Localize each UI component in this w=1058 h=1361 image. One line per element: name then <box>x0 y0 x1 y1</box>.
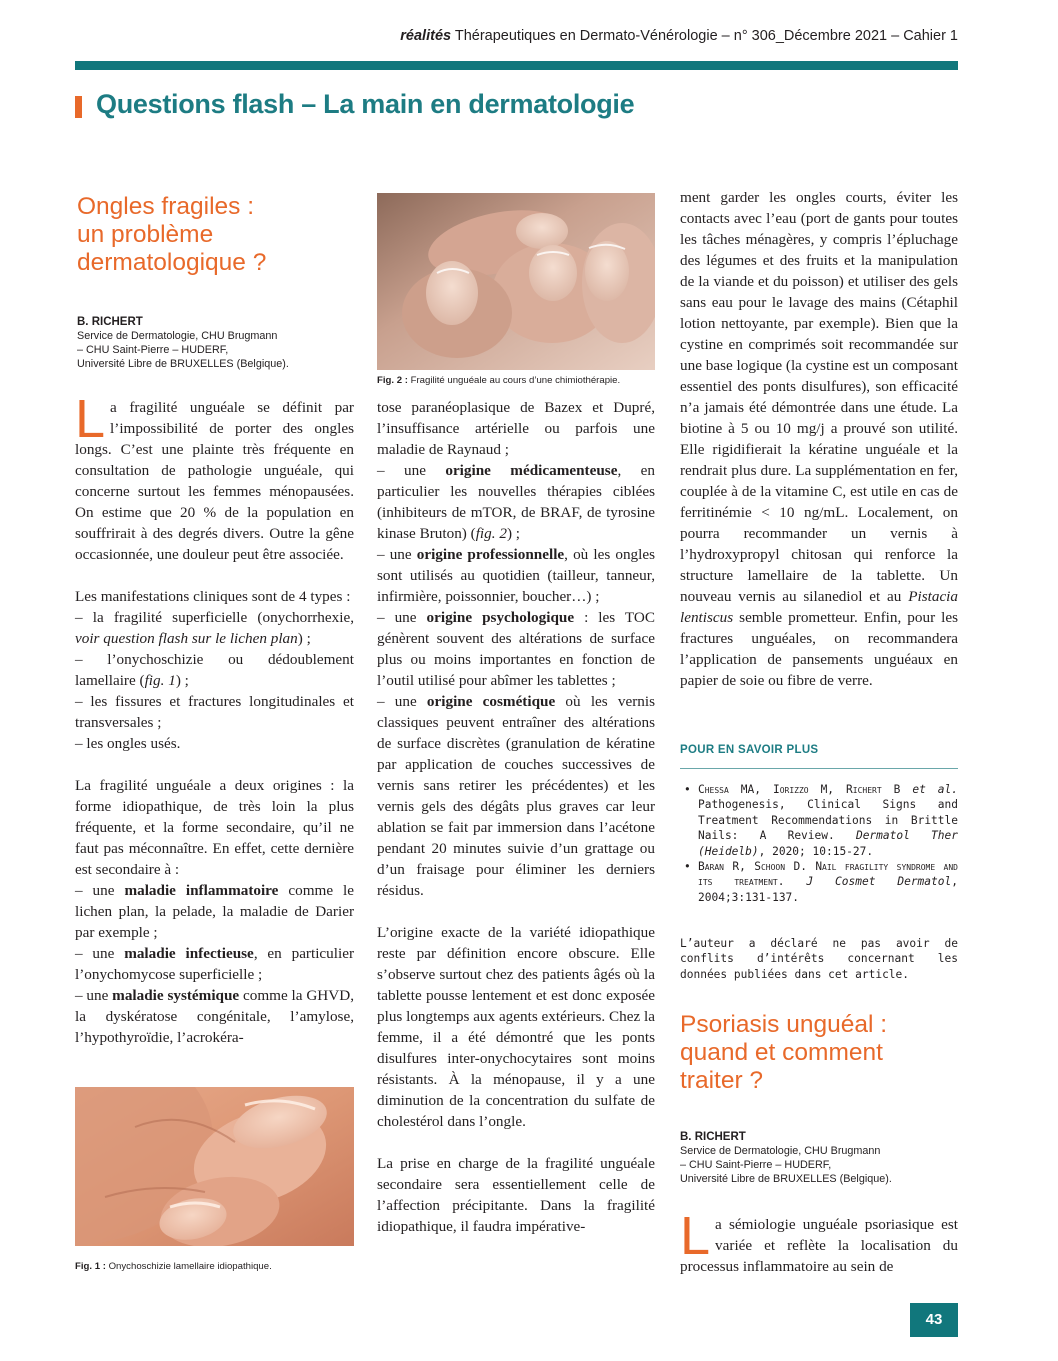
affiliation: Université Libre de BRUXELLES (Belgique). <box>77 358 289 370</box>
affiliation: – CHU Saint-Pierre – HUDERF, <box>680 1159 832 1171</box>
paragraph: ment garder les ongles courts, éviter les contacts avec l’eau (port de gants pour toutes les tâches ménagères, y compris l’épluchage des légumes et des fruits et la manipulation de la viande et du poisson) et utiliser des gels sans eau pour le lavage des mains (Cétaphil lotion nettoyante, par exemple). Bien que la cystine en comprimés soit recommandée sur une base logique (la cystine est un composant essentiel des ponts disulfures), son efficacité n’a jamais été démontrée dans une étude. La biotine à 5 ou 10 mg/j a prouvé son utilité. Elle rigidifierait la kératine unguéale et la rendrait plus dure. La supplémentation en fer, couplée à de la vitamine C, est utile en cas de ferritinémie < 10 ng/mL. Localement, on pourra recommander un vernis à l’hydroxypropyl chitosan qui renforce la structure lamellaire de la tablette. Un nouveau vernis au silanediol et au Pistacia lentiscus semble prometteur. Enfin, pour les fractures unguéales, on recommandera l’application de pansements unguéaux en papier de soie ou fibre de verre. <box>680 189 958 689</box>
list-item: – les ongles usés. <box>75 735 181 752</box>
figure-1-image <box>75 1087 354 1246</box>
list-item: – une origine psychologique : les TOC génèrent souvent des altérations de surface plus ou moins importantes en fonction de l’outil utilisé pour abîmer les tablettes ; <box>377 609 655 689</box>
affiliation: Service de Dermatologie, CHU Brugmann <box>680 1145 881 1157</box>
page-number: 43 <box>910 1303 958 1337</box>
reference-list <box>682 782 958 905</box>
issue-info: Thérapeutiques en Dermato-Vénérologie – n° 306_Décembre 2021 – Cahier 1 <box>454 28 958 44</box>
journal-name: réalités <box>400 28 452 44</box>
running-header <box>0 28 958 44</box>
affiliation: Service de Dermatologie, CHU Brugmann <box>77 330 278 342</box>
list-item: – une origine cosmétique où les vernis classiques peuvent entraîner des altérations de surface discrètes (granulation de kératine par application de couches successives de vernis sans retirer les précédentes) et les vernis gels des dégâts plus graves car leur ablation se fait par immersion dans l’acétone pendant 20 minutes suivie d’un grattage ou d’un fraisage pour éliminer les derniers résidus. <box>377 693 655 899</box>
further-reading-heading: POUR EN SAVOIR PLUS <box>680 744 819 756</box>
paragraph <box>680 1206 958 1277</box>
further-reading-rule <box>680 768 958 769</box>
list-item: – une maladie infectieuse, en particulier l’onychomycose superficielle ; <box>75 945 354 983</box>
paragraph: La prise en charge de la fragilité unguéale secondaire sera essentiellement celle de l’affection précipitante. Dans la fragilité idiopathique, il faudra impérative- <box>377 1155 655 1235</box>
page-title: Questions flash – La main en dermatologie <box>96 89 635 119</box>
paragraph: Les manifestations cliniques sont de 4 types : <box>75 588 351 605</box>
list-item: – les fissures et fractures longitudinales et transversales ; <box>75 693 354 731</box>
paragraph <box>75 389 354 565</box>
drop-cap: L <box>75 389 106 449</box>
column-2 <box>377 397 655 1237</box>
article1-author-block <box>77 315 357 371</box>
header-rule <box>75 61 958 70</box>
drop-cap: L <box>680 1206 711 1266</box>
article2-author-block <box>680 1130 958 1186</box>
article1-title-line: un problème <box>77 221 214 248</box>
reference-item: • Baran R, Schoon D. Nail fragility syndrome and its treatment. J Cosmet Dermatol, 2004;3:131-137. <box>682 859 958 905</box>
paragraph-text: a sémiologie unguéale psoriasique est variée et reflète la localisation du processus inflammatoire au sein de <box>680 1216 958 1275</box>
list-item: – une origine médicamenteuse, en particulier les nouvelles thérapies ciblées (inhibiteurs de mTOR, de BRAF, de tyrosine kinase Bruton) (fig. 2) ; <box>377 462 655 542</box>
paragraph: L’origine exacte de la variété idiopathique reste par définition encore obscure. Elle s’observe surtout chez des patients âgés où la tablette pousse lentement et est donc exposée plus longtemps aux agents extérieurs. Chez la femme, il a été démontré que les ponts disulfures inter-onychocytaires sont moins résistants. À la ménopause, il y a une diminution de la concentration du sulfate de cholestérol dans l’ongle. <box>377 924 655 1130</box>
figure-1-caption: Fig. 1 : Onychoschizie lamellaire idiopathique. <box>75 1261 272 1272</box>
nail-photo-2 <box>377 193 655 370</box>
list-item: – la fragilité superficielle (onychorrhexie, voir question flash sur le lichen plan) ; <box>75 609 354 647</box>
title-marker <box>75 96 82 118</box>
paragraph: tose paranéoplasique de Bazex et Dupré, l’insuffisance artérielle ou parfois une maladie de Raynaud ; <box>377 399 655 458</box>
author-name: B. RICHERT <box>77 316 143 328</box>
conflict-disclaimer: L’auteur a déclaré ne pas avoir de conflits d’intérêts concernant les données publiées dans cet article. <box>680 937 958 981</box>
list-item: – une origine professionnelle, où les ongles sont utilisés au quotidien (tailleur, tanneur, infirmière, poissonnier, boucher…) ; <box>377 546 655 605</box>
list-item: – une maladie systémique comme la GHVD, la dyskératose congénitale, l’amylose, l’hypothyroïdie, l’acrokéra- <box>75 987 354 1046</box>
list-item: – une maladie inflammatoire comme le lichen plan, la pelade, la maladie de Darier par exemple ; <box>75 882 354 941</box>
figure-2-image <box>377 193 655 370</box>
article2-title <box>680 1011 958 1095</box>
article1-title-line: Ongles fragiles : <box>77 193 255 220</box>
affiliation: – CHU Saint-Pierre – HUDERF, <box>77 344 229 356</box>
article1-title-line: dermatologique ? <box>77 249 267 276</box>
author-name: B. RICHERT <box>680 1131 746 1143</box>
paragraph: La fragilité unguéale a deux origines : la forme idiopathique, de très loin la plus fréquente, et la forme secondaire, qu’il ne faut pas méconnaître. En effet, cette dernière est secondaire à : <box>75 777 354 878</box>
column-3 <box>680 187 958 691</box>
paragraph-text: a fragilité unguéale se définit par l’impossibilité de porter des ongles longs. C’est une plainte très fréquente en consultation de pathologie unguéale, qui concerne surtout les femmes ménopausées. On estime que 20 % de la population en souffrirait à des degrés divers. Outre la gêne occasionnée, une douleur peut être associée. <box>75 399 354 563</box>
figure-2-caption: Fig. 2 : Fragilité unguéale au cours d’une chimiothérapie. <box>377 375 621 386</box>
reference-item: • Chessa MA, Iorizzo M, Richert B et al. Pathogenesis, Clinical Signs and Treatment Recommendations in Brittle Nails: A Review. Dermatol Ther (Heidelb), 2020; 10:15-27. <box>682 782 958 859</box>
article1-title <box>77 193 357 277</box>
nail-photo-1 <box>75 1087 354 1246</box>
column-1 <box>75 389 354 1048</box>
article2-intro <box>680 1206 958 1277</box>
list-item: – l’onychoschizie ou dédoublement lamellaire (fig. 1) ; <box>75 651 354 689</box>
article2-title-line: traiter ? <box>680 1067 764 1094</box>
article2-title-line: quand et comment <box>680 1039 883 1066</box>
affiliation: Université Libre de BRUXELLES (Belgique). <box>680 1173 892 1185</box>
article2-title-line: Psoriasis unguéal : <box>680 1011 888 1038</box>
